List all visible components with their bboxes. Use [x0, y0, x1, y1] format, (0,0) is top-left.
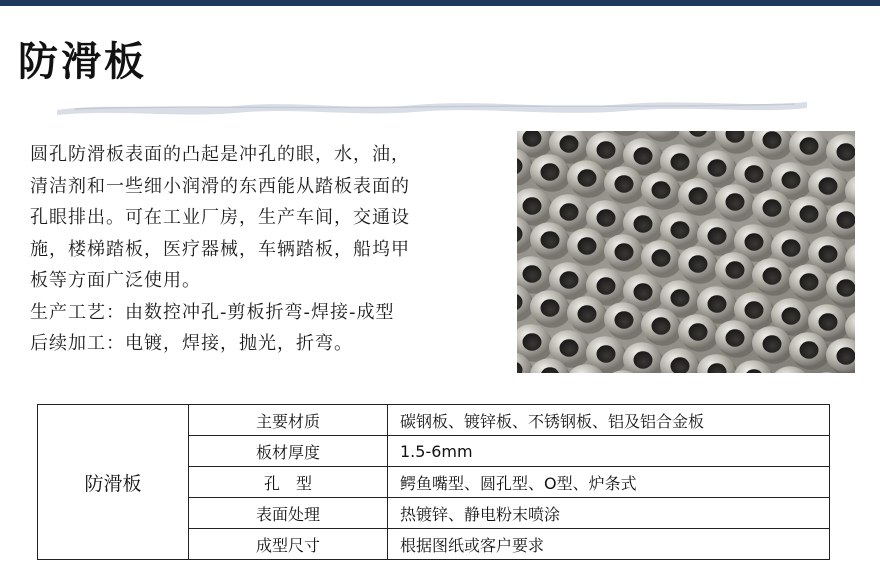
description-line: 板等方面广泛使用。 [30, 270, 201, 291]
punched-hole [782, 307, 801, 324]
description-line: 生产工艺：由数控冲孔-剪板折弯-焊接-成型 [30, 301, 395, 323]
punched-hole [652, 317, 671, 334]
punched-hole [671, 153, 690, 170]
product-name-cell: 防滑板 [38, 405, 189, 560]
punched-hole [819, 313, 838, 330]
punched-hole [745, 165, 764, 182]
perforated-plate-photo [517, 131, 855, 373]
spec-value: 热镀锌、静电粉末喷涂 [388, 498, 830, 529]
punched-hole [763, 335, 782, 352]
punched-hole [800, 137, 819, 154]
punched-hole [726, 261, 745, 278]
punched-hole [615, 175, 634, 192]
punched-hole [578, 237, 597, 254]
punched-hole [708, 227, 727, 244]
spec-value: 碳钢板、镀锌板、不锈钢板、铝及铝合金板 [388, 405, 830, 436]
punched-hole [597, 345, 616, 362]
punched-hole [671, 289, 690, 306]
punched-hole [652, 249, 671, 266]
punched-hole [523, 265, 542, 282]
punched-hole [837, 279, 856, 296]
page-title: 防滑板 [18, 39, 147, 85]
punched-hole [597, 209, 616, 226]
punched-hole [541, 163, 560, 180]
punched-hole [652, 181, 671, 198]
spec-value: 鳄鱼嘴型、圆孔型、O型、炉条式 [388, 467, 830, 498]
punched-hole [597, 277, 616, 294]
description-line: 圆孔防滑板表面的凸起是冲孔的眼，水，油， [30, 144, 410, 165]
spec-label: 主要材质 [189, 405, 388, 436]
punched-hole [634, 283, 653, 300]
punched-hole [578, 169, 597, 186]
description-line: 清洁剂和一些细小润滑的东西能从踏板表面的 [30, 175, 410, 197]
punched-hole [819, 177, 838, 194]
punched-hole [745, 233, 764, 250]
punched-hole [837, 211, 856, 228]
punched-hole [560, 339, 579, 356]
punched-hole [541, 231, 560, 248]
punched-hole [634, 351, 653, 368]
punched-hole [560, 271, 579, 288]
top-accent-bar [0, 0, 880, 6]
punched-hole [615, 311, 634, 328]
punched-hole [745, 301, 764, 318]
punched-hole [726, 193, 745, 210]
punched-hole [615, 243, 634, 260]
punched-hole [800, 341, 819, 358]
description-line: 施，楼梯踏板，医疗器械，车辆踏板，船坞甲 [30, 238, 410, 260]
punched-hole [763, 267, 782, 284]
description-line: 孔眼排出。可在工业厂房，生产车间，交通设 [30, 207, 410, 228]
punched-hole [634, 215, 653, 232]
punched-hole [800, 273, 819, 290]
punched-hole [597, 141, 616, 158]
spec-label: 表面处理 [189, 498, 388, 529]
punched-hole [837, 347, 856, 364]
punched-hole [689, 255, 708, 272]
spec-value: 根据图纸或客户要求 [388, 529, 830, 560]
punched-hole [800, 205, 819, 222]
table-row [38, 405, 830, 436]
punched-hole [560, 135, 579, 152]
punched-hole [523, 197, 542, 214]
punched-hole [763, 199, 782, 216]
brush-stroke-divider [55, 96, 810, 118]
punched-hole [708, 159, 727, 176]
punched-hole [726, 329, 745, 346]
punched-hole [689, 187, 708, 204]
spec-value: 1.5-6mm [388, 436, 830, 467]
product-description [30, 139, 500, 360]
punched-hole [578, 305, 597, 322]
punched-hole [782, 171, 801, 188]
spec-label: 孔 型 [189, 467, 388, 498]
punched-hole [541, 299, 560, 316]
punched-hole [523, 333, 542, 350]
punched-hole [560, 203, 579, 220]
punched-hole [689, 323, 708, 340]
spec-table [37, 404, 830, 560]
spec-label: 成型尺寸 [189, 529, 388, 560]
punched-hole [837, 143, 856, 160]
punched-hole [819, 245, 838, 262]
description-line: 后续加工：电镀，焊接，抛光，折弯。 [30, 333, 353, 354]
punched-hole [671, 221, 690, 238]
spec-label: 板材厚度 [189, 436, 388, 467]
punched-hole [763, 131, 782, 148]
punched-hole [634, 147, 653, 164]
punched-hole [782, 239, 801, 256]
punched-hole [708, 295, 727, 312]
